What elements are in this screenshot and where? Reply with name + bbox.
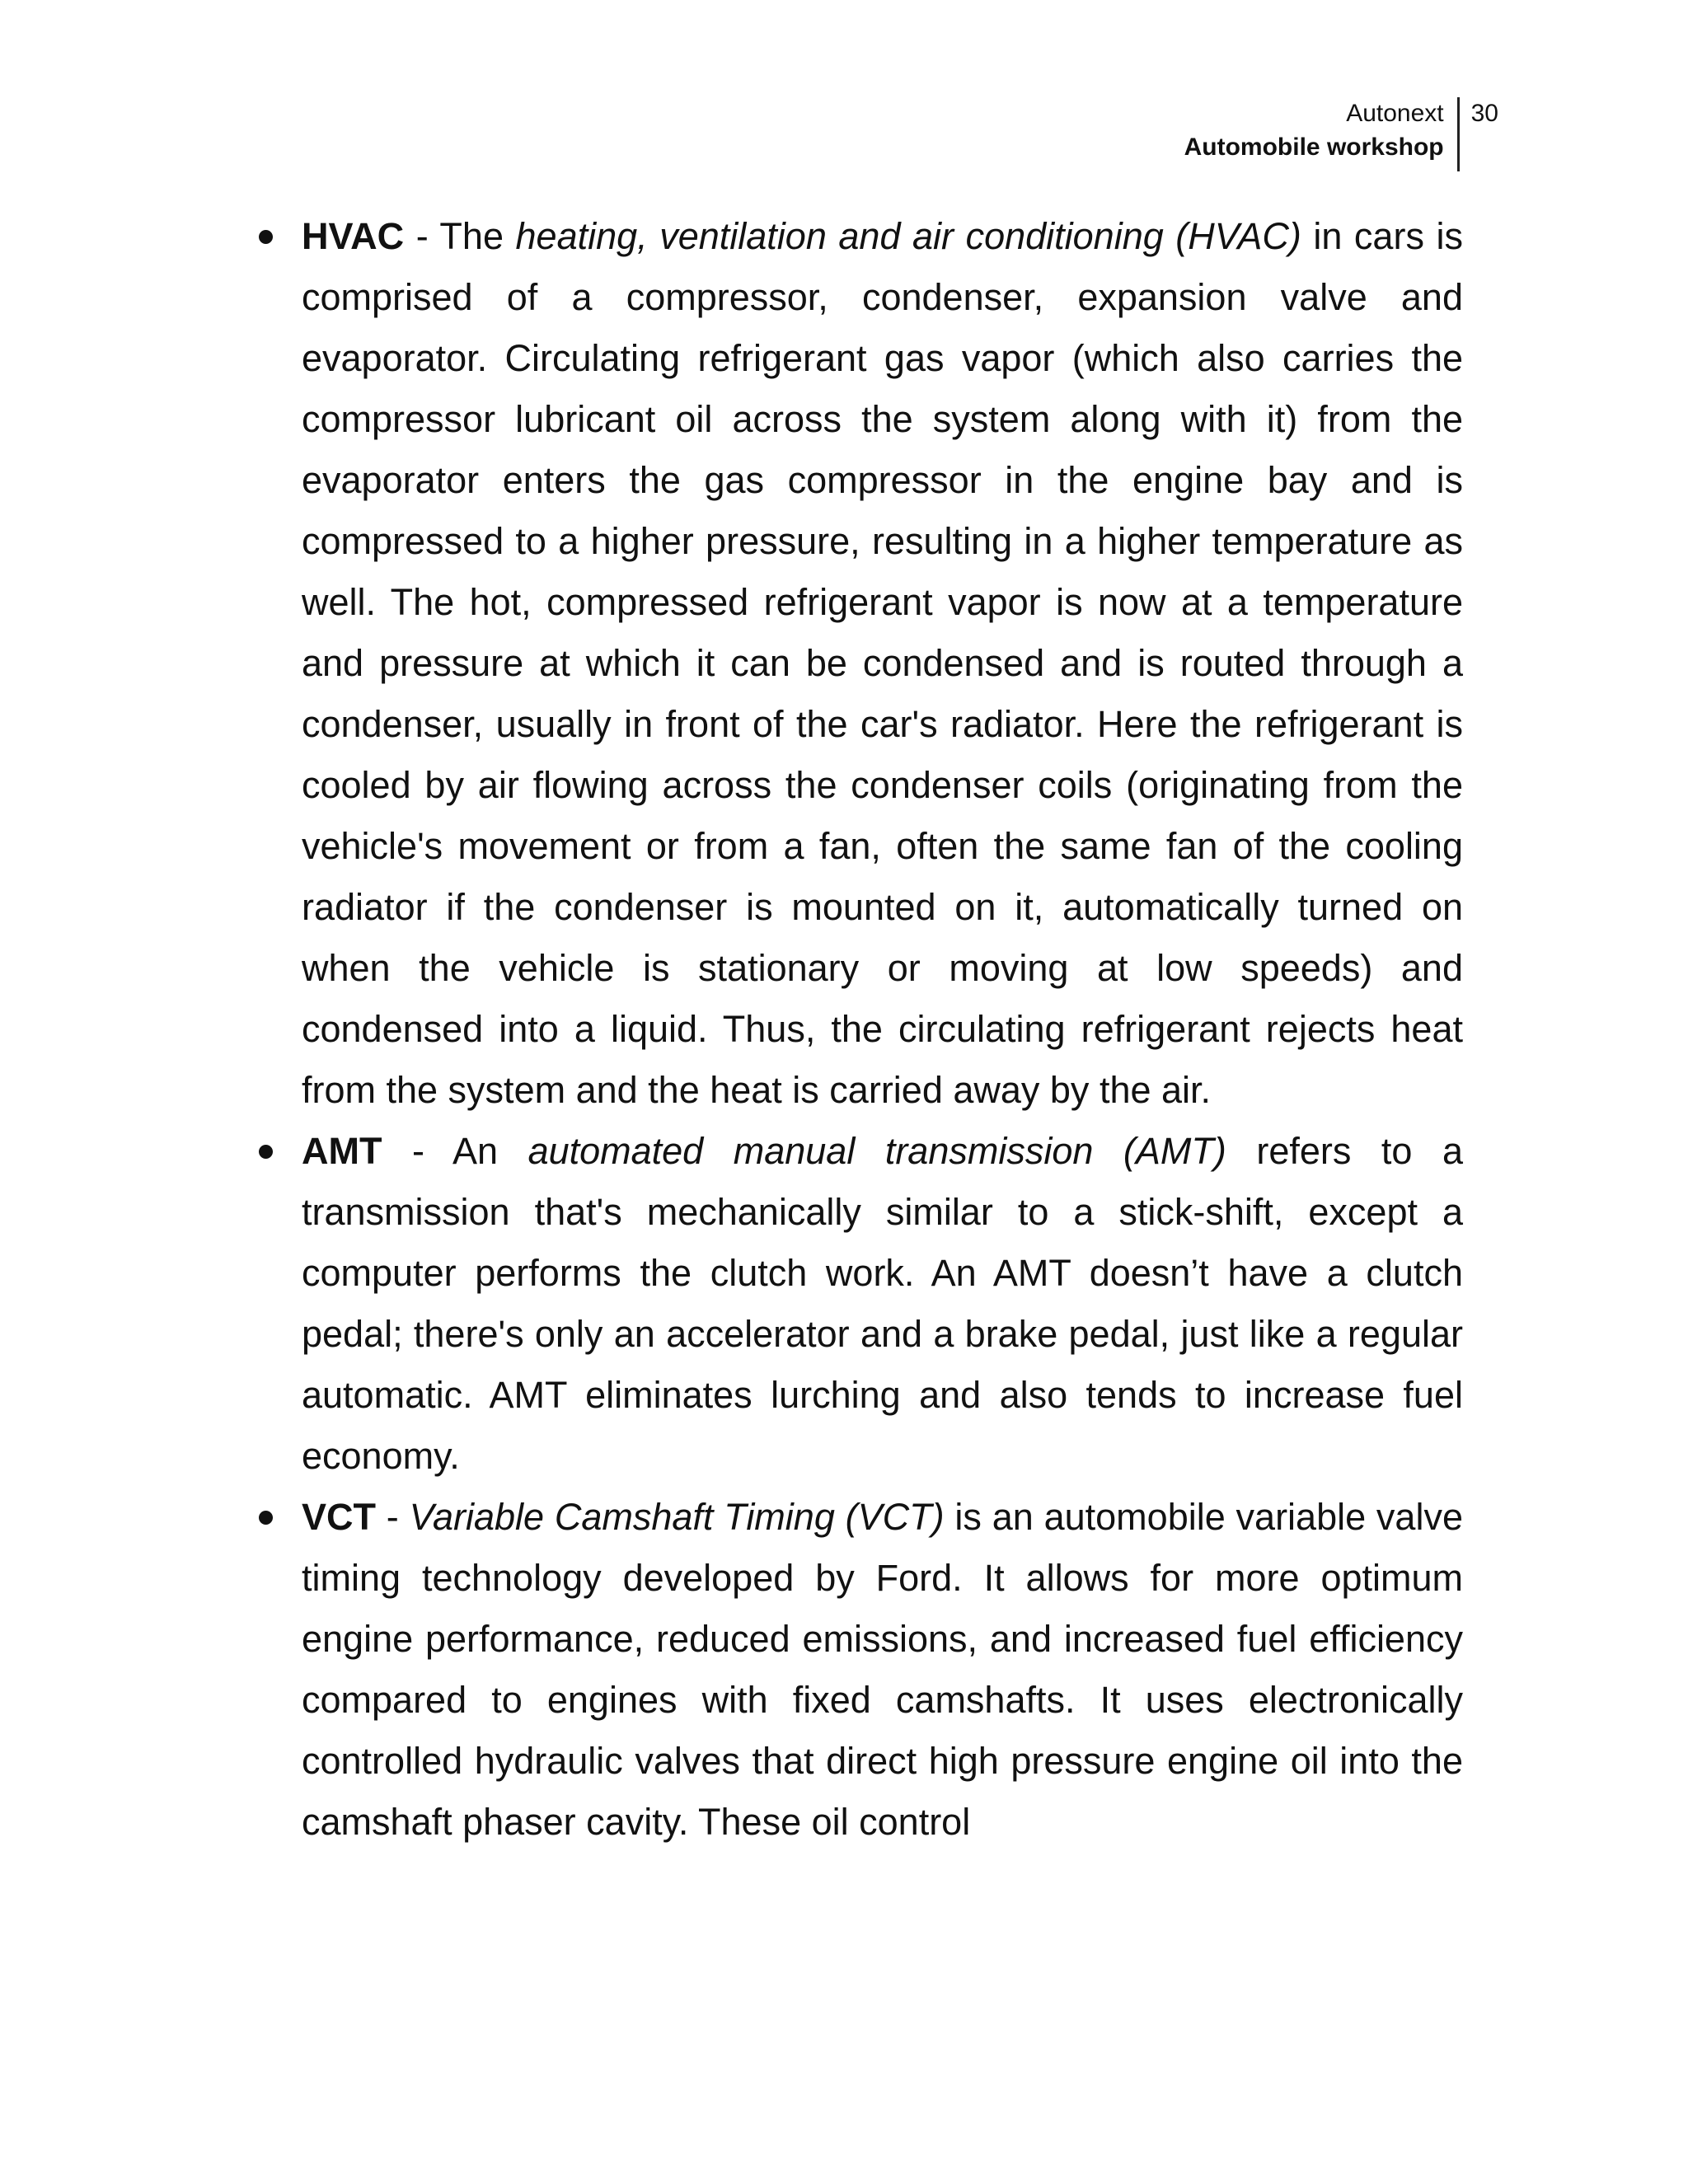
- term: VCT: [302, 1496, 376, 1538]
- bullet-icon: [259, 230, 273, 244]
- definition-text: is an automobile variable valve timing technology developed by Ford. It allows for more optimum engine performance, reduced emissions, and increased fuel efficiency compared to engines with fixed camshafts. It uses electronically controlled hydraulic valves that direct high pressure engine oil into the camshaft phaser cavity. These oil control: [302, 1496, 1463, 1843]
- page-body: [247, 206, 1463, 1853]
- running-title: Autonext: [1346, 100, 1444, 127]
- separator: - An: [382, 1130, 528, 1172]
- definition-text: refers to a transmission that's mechanically similar to a stick-shift, except a computer performs the clutch work. An AMT doesn’t have a clutch pedal; there's only an accelerator and a brake pedal, just like a regular automatic. AMT eliminates lurching and also tends to increase fuel economy.: [302, 1130, 1463, 1477]
- list-item-vct: [247, 1487, 1463, 1853]
- page-number: 30: [1470, 100, 1498, 127]
- page-header: [1184, 97, 1498, 171]
- list-item-hvac: [247, 206, 1463, 1121]
- separator: -: [376, 1496, 410, 1538]
- term-full-name: automated manual transmission (AMT): [528, 1130, 1226, 1172]
- term: AMT: [302, 1130, 382, 1172]
- running-header: [1184, 97, 1460, 171]
- term-full-name: Variable Camshaft Timing (VCT): [409, 1496, 945, 1538]
- list-item-amt: [247, 1121, 1463, 1487]
- bullet-list: [247, 206, 1463, 1853]
- separator: - The: [404, 215, 516, 257]
- term-full-name: heating, ventilation and air conditioning (HVAC): [515, 215, 1301, 257]
- running-subtitle: Automobile workshop: [1184, 134, 1444, 161]
- term: HVAC: [302, 215, 405, 257]
- definition-text: in cars is comprised of a compressor, condenser, expansion valve and evaporator. Circulating refrigerant gas vapor (which also carries the compressor lubricant oil across the system along with it) from the evaporator enters the gas compressor in the engine bay and is compressed to a higher pressure, resulting in a higher temperature as well. The hot, compressed refrigerant vapor is now at a temperature and pressure at which it can be condensed and is routed through a condenser, usually in front of the car's radiator. Here the refrigerant is cooled by air flowing across the condenser coils (originating from the vehicle's movement or from a fan, often the same fan of the cooling radiator if the condenser is mounted on it, automatically turned on when the vehicle is stationary or moving at low speeds) and condensed into a liquid. Thus, the circulating refrigerant rejects heat from the system and the heat is carried away by the air.: [302, 215, 1463, 1111]
- bullet-icon: [259, 1145, 273, 1159]
- bullet-icon: [259, 1511, 273, 1525]
